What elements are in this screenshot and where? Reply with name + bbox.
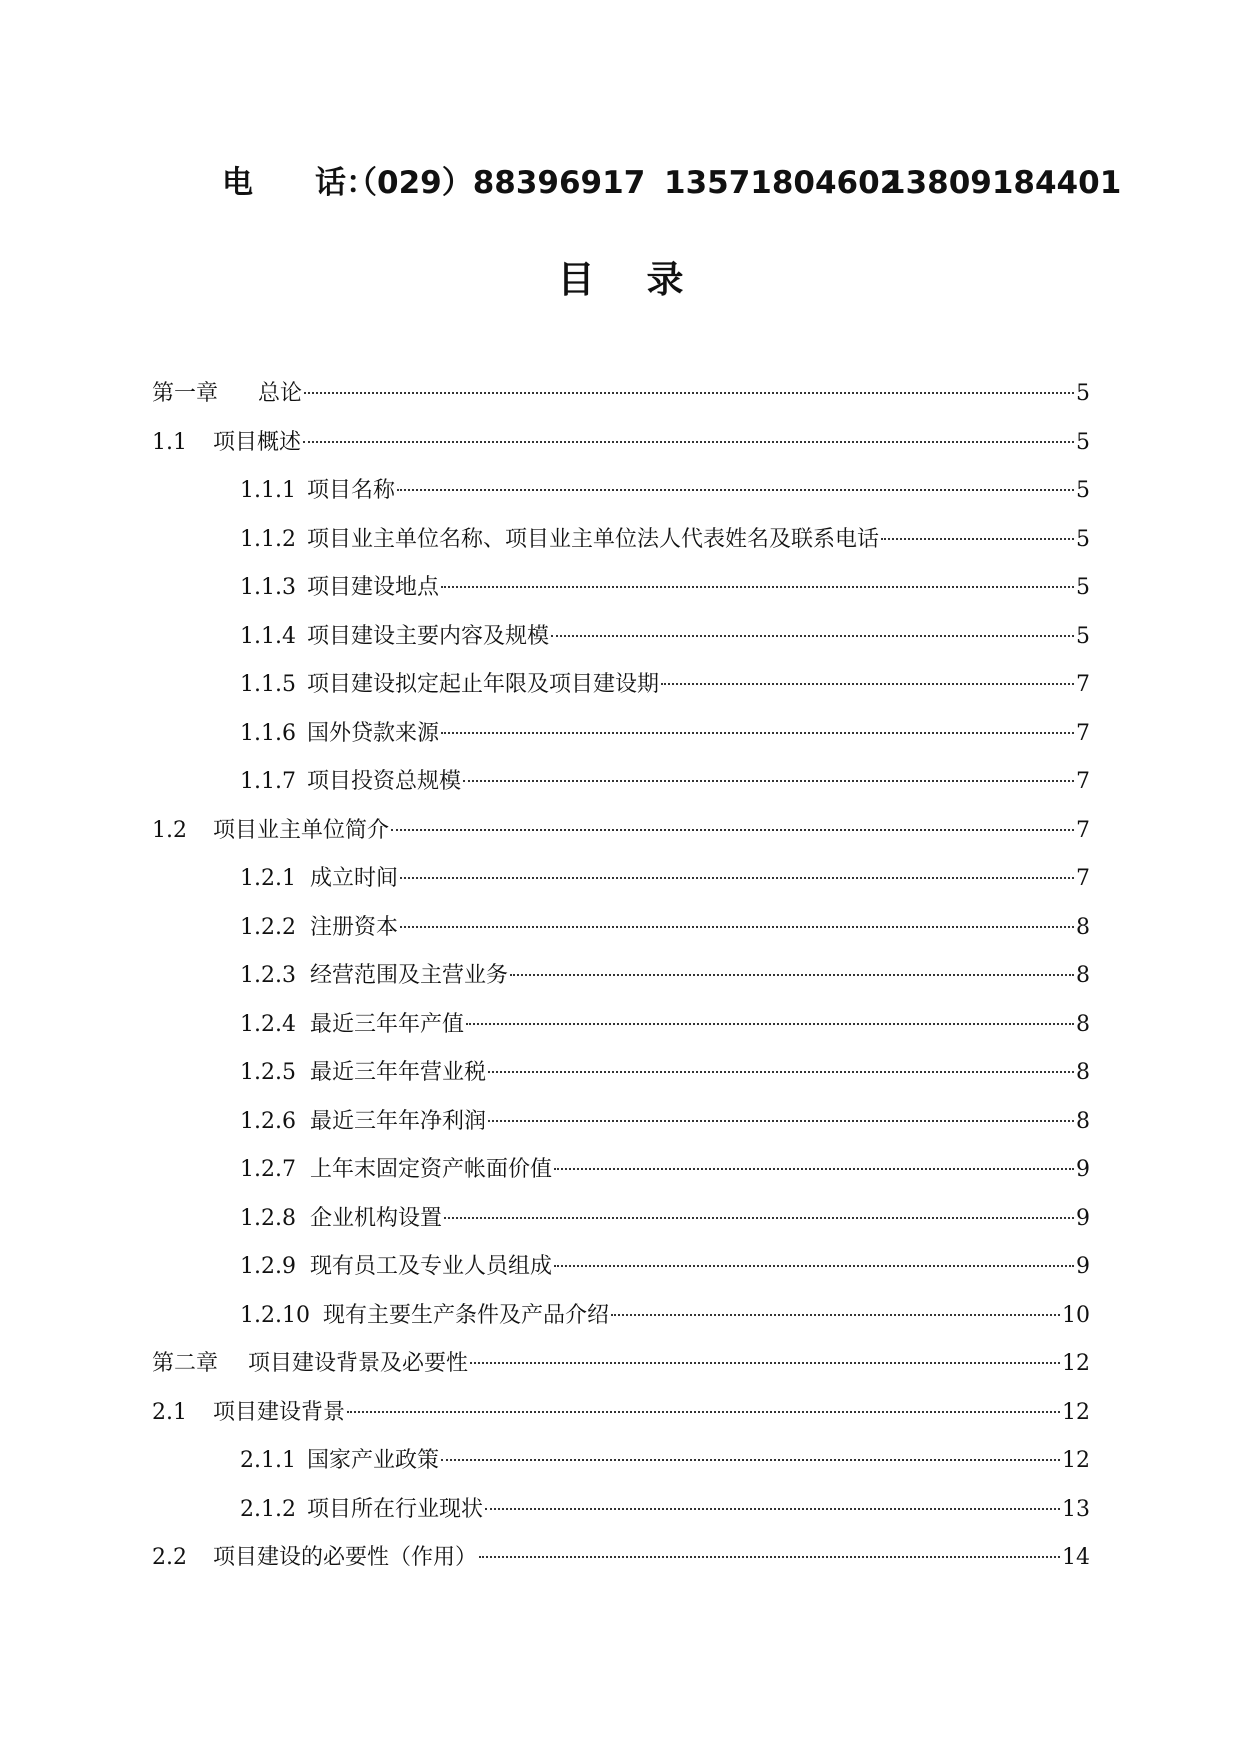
toc-entry-title: 项目建设拟定起止年限及项目建设期 [306, 672, 659, 697]
toc-entry-number: 1.2.4 [240, 1011, 296, 1037]
toc-leader-dots [441, 732, 1074, 734]
toc-leader-dots [303, 441, 1074, 443]
toc-entry-number: 1.2.3 [240, 963, 296, 988]
toc-entry-number: 1.1 [152, 429, 187, 455]
toc-entry-title: 企业机构设置 [310, 1205, 443, 1231]
toc-leader-dots [554, 1265, 1074, 1267]
toc-entry-page: 5 [1076, 526, 1090, 552]
toc-entry-page: 12 [1062, 1399, 1090, 1425]
toc-entry-1-2-5[interactable] [152, 1049, 1090, 1098]
toc-entry-page: 5 [1076, 381, 1090, 406]
toc-entry-title: 项目业主单位简介 [213, 817, 390, 843]
toc-entry-number: 1.2.6 [240, 1108, 296, 1134]
toc-entry-page: 9 [1076, 1254, 1090, 1279]
toc-entry-title: 项目建设背景 [213, 1399, 346, 1425]
toc-entry-title: 项目建设地点 [306, 575, 439, 600]
toc-leader-dots [510, 974, 1074, 976]
toc-entry-page: 9 [1076, 1157, 1090, 1182]
toc-entry-page: 14 [1062, 1545, 1090, 1570]
toc-entry-2-1-1[interactable] [152, 1437, 1090, 1486]
toc-entry-number: 1.2.10 [240, 1302, 310, 1328]
toc-leader-dots [488, 1120, 1074, 1122]
toc-entry-1-2-3[interactable] [152, 952, 1090, 1001]
toc-entry-number: 1.1.2 [240, 526, 296, 552]
toc-entry-page: 8 [1076, 1060, 1090, 1085]
toc-title: 目录 [557, 258, 736, 301]
toc-entry-page: 7 [1076, 769, 1090, 794]
toc-entry-1-2-9[interactable] [152, 1243, 1090, 1292]
phone-label: 电 话： [222, 165, 377, 201]
toc-entry-page: 13 [1062, 1496, 1090, 1522]
toc-entry-title: 项目建设背景及必要性 [248, 1351, 469, 1376]
toc-leader-dots [466, 1023, 1074, 1025]
toc-entry-1-1-4[interactable] [152, 613, 1090, 662]
toc-entry-title: 项目建设的必要性（作用） [213, 1545, 478, 1570]
toc-leader-dots [304, 392, 1074, 394]
toc-leader-dots [488, 1071, 1074, 1073]
toc-entry-title: 最近三年年净利润 [310, 1108, 487, 1134]
toc-entry-1-2[interactable] [152, 807, 1090, 856]
toc-entry-page: 9 [1076, 1205, 1090, 1231]
toc-entry-1-1-5[interactable] [152, 661, 1090, 710]
toc-entry-page: 8 [1076, 1011, 1090, 1037]
toc-entry-number: 1.2.9 [240, 1254, 296, 1279]
toc-entry-number: 1.2.7 [240, 1157, 296, 1182]
toc-entry-page: 10 [1062, 1302, 1090, 1328]
toc-leader-dots [551, 635, 1074, 637]
toc-entry-1-2-8[interactable] [152, 1195, 1090, 1244]
toc-entry-page: 8 [1076, 1108, 1090, 1134]
toc-entry-title: 国家产业政策 [306, 1448, 439, 1473]
toc-entry-title: 最近三年年产值 [310, 1011, 465, 1037]
toc-leader-dots [441, 1459, 1060, 1461]
toc-entry-1-2-4[interactable] [152, 1001, 1090, 1050]
toc-entry-page: 5 [1076, 623, 1090, 649]
toc-entry-number: 1.2.8 [240, 1205, 296, 1231]
toc-leader-dots [400, 877, 1074, 879]
phone-mobile-1: 13571804602 [664, 165, 902, 201]
toc-entry-number: 1.1.1 [240, 478, 296, 503]
toc-leader-dots [391, 829, 1074, 831]
toc-entry-1-2-1[interactable] [152, 855, 1090, 904]
toc-entry-title: 项目投资总规模 [306, 769, 461, 794]
toc-entry-title: 项目概述 [213, 429, 302, 455]
toc-entry-number: 1.1.7 [240, 769, 296, 794]
toc-entry-number: 1.2.2 [240, 914, 296, 940]
contact-phone-line [222, 158, 1122, 208]
phone-mobile-2: 13809184401 [884, 165, 1122, 201]
toc-entry-chapter-1[interactable] [152, 370, 1090, 419]
toc-entry-title: 项目业主单位名称、项目业主单位法人代表姓名及联系电话 [306, 526, 879, 552]
toc-entry-title: 上年末固定资产帐面价值 [310, 1157, 553, 1182]
toc-entry-title: 注册资本 [310, 914, 399, 940]
toc-leader-dots [470, 1362, 1060, 1364]
toc-entry-1-1-7[interactable] [152, 758, 1090, 807]
toc-entry-number: 1.1.4 [240, 623, 296, 649]
toc-entry-title: 现有员工及专业人员组成 [310, 1254, 553, 1279]
toc-entry-number: 1.1.3 [240, 575, 296, 600]
toc-entry-page: 7 [1076, 672, 1090, 697]
toc-leader-dots [881, 538, 1074, 540]
toc-entry-number: 2.2 [152, 1545, 187, 1570]
toc-leader-dots [400, 926, 1074, 928]
toc-entry-title: 项目所在行业现状 [306, 1496, 483, 1522]
toc-entry-number: 1.2.1 [240, 866, 296, 891]
toc-entry-page: 5 [1076, 575, 1090, 600]
table-of-contents [152, 370, 1090, 1583]
toc-entry-title: 现有主要生产条件及产品介绍 [323, 1302, 610, 1328]
toc-entry-1-2-7[interactable] [152, 1146, 1090, 1195]
toc-leader-dots [661, 683, 1074, 685]
toc-entry-2-2[interactable] [152, 1534, 1090, 1583]
toc-entry-page: 7 [1076, 866, 1090, 891]
toc-entry-title: 项目名称 [306, 478, 395, 503]
toc-entry-page: 8 [1076, 963, 1090, 988]
toc-entry-number: 第二章 [152, 1351, 219, 1376]
toc-entry-1-1-2[interactable] [152, 516, 1090, 565]
toc-entry-1-2-10[interactable] [152, 1292, 1090, 1341]
toc-entry-title: 成立时间 [310, 866, 399, 891]
toc-entry-chapter-2[interactable] [152, 1340, 1090, 1389]
toc-entry-page: 12 [1062, 1351, 1090, 1376]
toc-entry-2-1[interactable] [152, 1389, 1090, 1438]
toc-entry-1-1-6[interactable] [152, 710, 1090, 759]
toc-entry-number: 1.1.6 [240, 720, 296, 746]
toc-entry-1-1[interactable] [152, 419, 1090, 468]
toc-entry-page: 8 [1076, 914, 1090, 940]
toc-entry-number: 1.2.5 [240, 1060, 296, 1085]
toc-entry-page: 5 [1076, 429, 1090, 455]
toc-leader-dots [485, 1508, 1060, 1510]
toc-entry-title: 最近三年年营业税 [310, 1060, 487, 1085]
toc-entry-1-2-2[interactable] [152, 904, 1090, 953]
toc-leader-dots [554, 1168, 1074, 1170]
toc-leader-dots [347, 1411, 1060, 1413]
phone-landline: （029）88396917 [346, 165, 646, 201]
toc-entry-number: 1.2 [152, 817, 187, 843]
toc-entry-title: 总论 [258, 381, 303, 406]
toc-entry-number: 2.1.1 [240, 1448, 296, 1473]
toc-leader-dots [463, 780, 1074, 782]
toc-entry-number: 2.1.2 [240, 1496, 296, 1522]
toc-leader-dots [397, 489, 1074, 491]
toc-entry-1-1-3[interactable] [152, 564, 1090, 613]
toc-entry-number: 第一章 [152, 381, 219, 406]
toc-leader-dots [479, 1556, 1060, 1558]
toc-leader-dots [441, 586, 1074, 588]
toc-entry-1-1-1[interactable] [152, 467, 1090, 516]
toc-entry-page: 7 [1076, 720, 1090, 746]
toc-entry-2-1-2[interactable] [152, 1486, 1090, 1535]
toc-entry-page: 12 [1062, 1448, 1090, 1473]
toc-leader-dots [611, 1314, 1060, 1316]
toc-entry-page: 5 [1076, 478, 1090, 503]
toc-entry-title: 国外贷款来源 [306, 720, 439, 746]
toc-entry-number: 2.1 [152, 1399, 187, 1425]
toc-entry-number: 1.1.5 [240, 672, 296, 697]
toc-entry-1-2-6[interactable] [152, 1098, 1090, 1147]
toc-entry-page: 7 [1076, 817, 1090, 843]
toc-entry-title: 经营范围及主营业务 [310, 963, 509, 988]
toc-leader-dots [444, 1217, 1074, 1219]
toc-entry-title: 项目建设主要内容及规模 [306, 623, 549, 649]
